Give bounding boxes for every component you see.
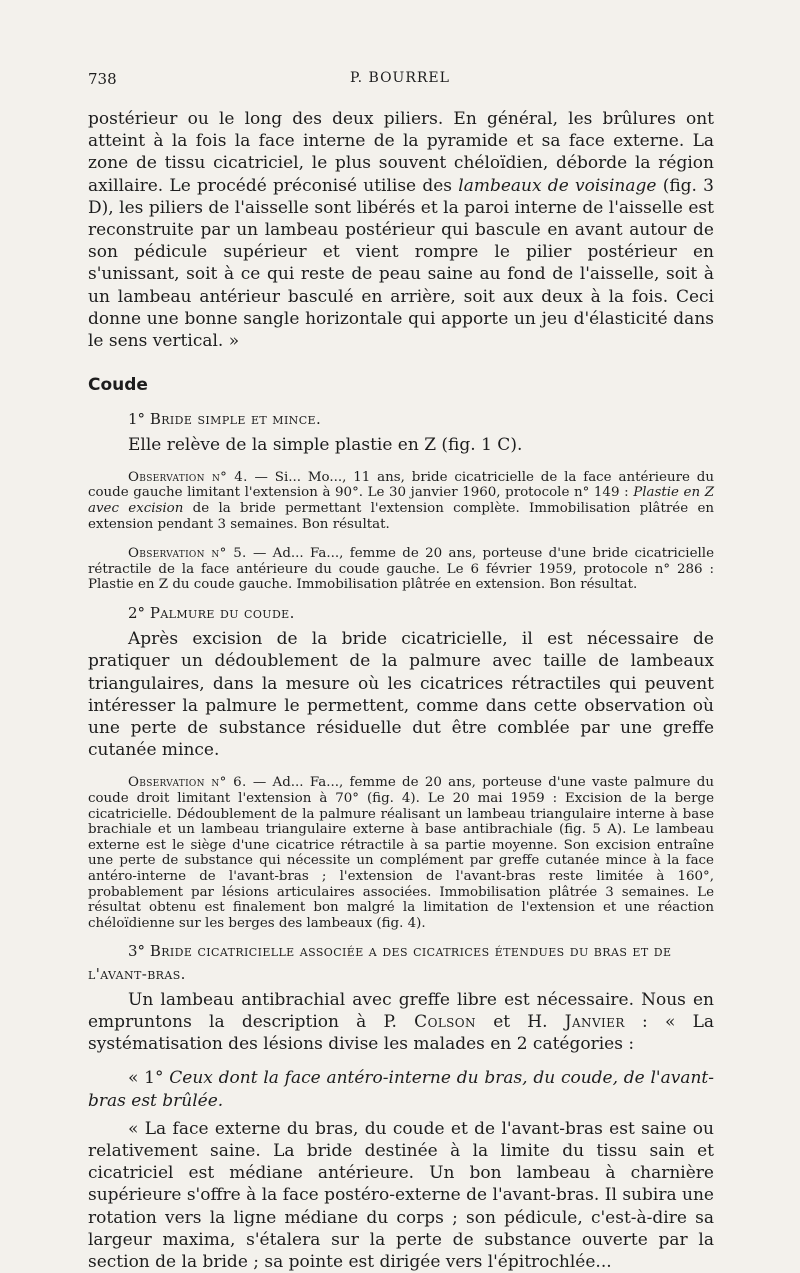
subheading-3 [88, 940, 714, 984]
section-heading-coude: Coude [88, 375, 148, 396]
subheading-2 [128, 602, 714, 624]
intro-text: postérieur ou le long des deux piliers. En général, les brûlures ont atteint à la fois la face interne de la pyramide et sa face externe. La zone de tissu cicatriciel, le plus souvent chéloïdien, déborde la région axillaire. Le procédé préconisé utilise des [88, 109, 714, 196]
subheading-2-title: Palmure du coude. [149, 604, 295, 622]
observation-6 [88, 775, 714, 931]
sub3-paragraph [88, 989, 714, 1056]
sub3-text-a: Un lambeau antibrachial avec greffe libre est nécessaire. Nous en empruntons la description à P. [88, 989, 714, 1032]
subheading-1-title: Bride simple et mince. [149, 410, 322, 429]
page-number: 738 [88, 70, 117, 88]
observation-4-italic: Plastie en Z avec excision [88, 485, 714, 517]
author-name-janvier: Janvier [564, 1011, 625, 1032]
subheading-3-title: Bride cicatricielle associée a des cicatrices étendues du bras et de l'avant-bras. [88, 942, 672, 983]
sub2-paragraph: Après excision de la bride cicatricielle, il est nécessaire de pratiquer un dédoublement de la palmure avec taille de lambeaux triangulaires, dans la mesure où les cicatrices rétractiles qui peuvent intéresser la palmure le permettent, comme dans cette observation où une perte de substance résiduelle dut être comblée par une greffe cutanée mince. [88, 629, 714, 761]
running-head: P. BOURREL [350, 70, 450, 86]
page-header [88, 70, 712, 94]
observation-5-text: — Ad... Fa..., femme de 20 ans, porteuse d'une bride cicatricielle rétractile de la face antérieure du coude gauche. Le 6 février 1959, protocole n° 286 : Plastie en Z du coude gauche. Immobilisation plâtrée en extension. Bon résultat. [88, 546, 715, 593]
subheading-2-number: 2° [128, 604, 146, 622]
observation-4-text-a: — Si... Mo..., 11 ans, bride cicatricielle de la face antérieure du coude gauche limitant l'extension à 90°. Le 30 janvier 1960, protocole n° 149 : [88, 469, 714, 501]
quote-1-prefix: « 1° [128, 1068, 164, 1089]
sub3-text-c: : « La systématisation des lésions divise les malades en 2 catégories : [88, 1011, 715, 1055]
observation-6-text: — Ad... Fa..., femme de 20 ans, porteuse d'une vaste palmure du coude droit limitant l'extension à 70° (fig. 4). Le 20 mai 1959 : Excision de la berge cicatricielle. Dédoublement de la palmure réalisant un lambeau triangulaire interne à base brachiale et un lambeau triangulaire externe à base antibrachiale (fig. 5 A). Le lambeau externe est le siège d'une cicatrice rétractile à sa partie moyenne. Son excision entraîne une perte de substance qui nécessite un complément par greffe cutanée mince à la face antéro-interne de l'avant-bras ; l'extension de l'avant-bras reste limitée à 160°, probablement par lésions articulaires associées. Immobilisation plâtrée 3 semaines. Le résultat obtenu est finalement bon malgré la limitation de l'extension et une réaction chéloïdienne sur les berges des lambeaux (fig. 4). [88, 775, 715, 931]
intro-paragraph [88, 108, 714, 352]
intro-italic: lambeaux de voisinage [458, 175, 657, 196]
quote-1-italic: Ceux dont la face antéro-interne du bras, du coude, de l'avant-bras est brûlée. [88, 1068, 715, 1111]
author-name-colson: Colson [414, 1011, 476, 1032]
quote-paragraph: « La face externe du bras, du coude et de l'avant-bras est saine ou relativement saine. La bride destinée à la limite du tissu sain et cicatriciel est médiane antérieure. Un bon lambeau à charnière supérieure s'offre à la face postéro-externe de l'avant-bras. Il subira une rotation vers la ligne médiane du corps ; son pédicule, c'est-à-dire sa largeur maxima, s'étalera sur la perte de substance ouverte par la section de la bride ; sa pointe est dirigée vers l'épitrochlée... [88, 1118, 714, 1272]
observation-4 [88, 470, 714, 532]
quote-category-1 [88, 1067, 714, 1111]
sub3-text-b: et H. [493, 1011, 548, 1032]
observation-6-label: Observation n° 6. [128, 775, 247, 791]
page-content [88, 108, 714, 1273]
observation-5 [88, 546, 714, 593]
sub1-paragraph: Elle relève de la simple plastie en Z (fig. 1 C). [128, 434, 523, 455]
observation-4-label: Observation n° 4. [128, 469, 248, 485]
intro-tail: (fig. 3 D), les piliers de l'aisselle sont libérés et la paroi interne de l'aisselle est reconstruite par un lambeau postérieur qui bascule en avant autour de son pédicule supérieur et vient rompre le pilier postérieur en s'unissant, soit à ce qui reste de peau saine au fond de l'aisselle, soit à un lambeau antérieur basculé en arrière, soit aux deux à la fois. Ceci donne une bonne sangle horizontale qui apporte un jeu d'élasticité dans le sens vertical. » [88, 175, 714, 352]
subheading-1-number: 1° [128, 410, 146, 429]
subheading-1 [128, 408, 714, 430]
observation-5-label: Observation n° 5. [128, 546, 247, 562]
observation-4-text-b: de la bride permettant l'extension complète. Immobilisation plâtrée en extension pendant 3 semaines. Bon résultat. [88, 501, 714, 532]
subheading-3-number: 3° [128, 942, 146, 961]
